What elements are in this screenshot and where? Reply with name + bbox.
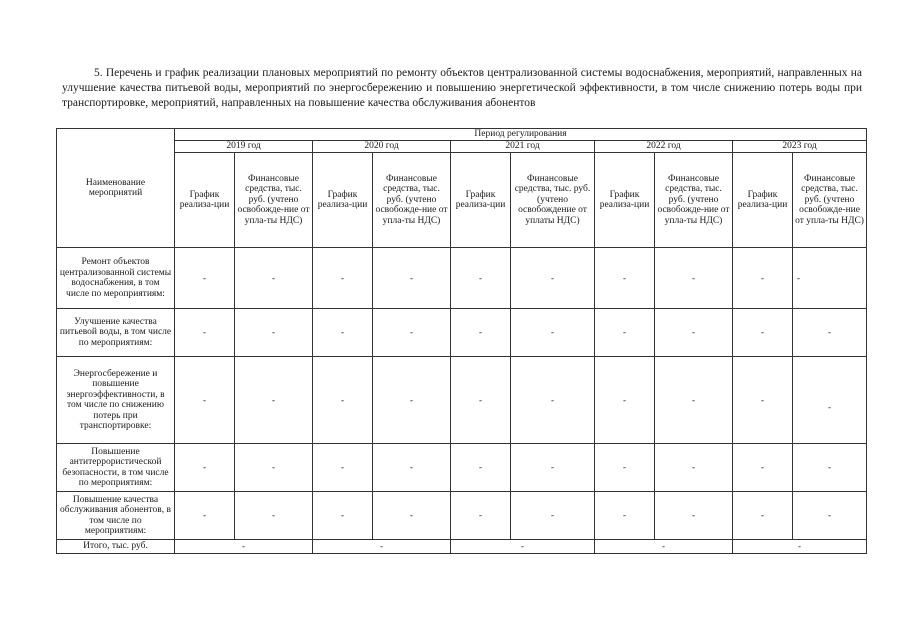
table-cell: - [595, 444, 655, 492]
table-cell: - [175, 357, 235, 444]
table-row [57, 492, 867, 540]
table-cell: - [313, 444, 373, 492]
year-header: 2020 год [313, 141, 451, 153]
year-header: 2021 год [451, 141, 595, 153]
measures-schedule-table [56, 128, 867, 554]
total-row [57, 540, 867, 554]
table-cell: - [733, 357, 793, 444]
measure-name: Повышение антитеррористической безопасности, в том числе по мероприятиям: [57, 444, 175, 492]
table-cell: - [733, 248, 793, 309]
table-cell: - [511, 309, 595, 357]
table-row [57, 248, 867, 309]
table-cell: - [595, 309, 655, 357]
finance-header: Финансовые средства, тыс. руб. (учтено освобожде-ние от упла-ты НДС) [235, 153, 313, 248]
measure-name: Улучшение качества питьевой воды, в том числе по мероприятиям: [57, 309, 175, 357]
section-heading: 5. Перечень и график реализации плановых мероприятий по ремонту объектов централизованной системы водоснабжения, мероприятий, направленных на улучшение качества питьевой воды, мероприятий по энергосбережению и повышению энергетической эффективности, в том числе снижению потерь воды при транспортировке, мероприятий, направленных на повышение качества обслуживания абонентов [62, 67, 862, 109]
table-cell: - [175, 492, 235, 540]
table-cell: - [793, 309, 867, 357]
period-header: Период регулирования [175, 129, 867, 141]
table-cell: - [313, 357, 373, 444]
table-cell: - [793, 248, 867, 309]
table-cell: - [793, 492, 867, 540]
table-cell: - [235, 492, 313, 540]
table-cell: - [655, 444, 733, 492]
table-row [57, 309, 867, 357]
table-cell: - [235, 309, 313, 357]
schedule-header: График реализа-ции [451, 153, 511, 248]
table-cell: - [733, 309, 793, 357]
table-cell: - [595, 357, 655, 444]
table-cell: - [451, 444, 511, 492]
year-header: 2022 год [595, 141, 733, 153]
measure-name: Энергосбережение и повышение энергоэффективности, в том числе по снижению потерь при транспортировке: [57, 357, 175, 444]
table-cell: - [373, 492, 451, 540]
table-cell: - [451, 309, 511, 357]
table-cell: - [451, 492, 511, 540]
table-cell: - [313, 492, 373, 540]
table-row [57, 444, 867, 492]
table-cell: - [655, 357, 733, 444]
finance-header: Финансовые средства, тыс. руб. (учтено освобожде-ние от упла-ты НДС) [793, 153, 867, 248]
table-cell: - [175, 309, 235, 357]
measure-name: Ремонт объектов централизованной системы водоснабжения, в том числе по мероприятиям: [57, 248, 175, 309]
table-cell: - [235, 248, 313, 309]
measure-name: Повышение качества обслуживания абонентов, в том числе по мероприятиям: [57, 492, 175, 540]
table-cell: - [373, 309, 451, 357]
total-cell: - [175, 540, 313, 554]
table-cell: - [733, 492, 793, 540]
schedule-header: График реализа-ции [175, 153, 235, 248]
table-cell: - [793, 357, 867, 444]
table-cell: - [511, 492, 595, 540]
table-cell: - [595, 248, 655, 309]
total-cell: - [733, 540, 867, 554]
schedule-header: График реализа-ции [733, 153, 793, 248]
table-cell: - [793, 444, 867, 492]
table-cell: - [655, 248, 733, 309]
table-cell: - [511, 248, 595, 309]
schedule-header: График реализа-ции [595, 153, 655, 248]
table-cell: - [313, 309, 373, 357]
total-cell: - [313, 540, 451, 554]
table-cell: - [655, 492, 733, 540]
table-row [57, 357, 867, 444]
year-header: 2023 год [733, 141, 867, 153]
table-cell: - [655, 309, 733, 357]
table-cell: - [451, 248, 511, 309]
table-cell: - [175, 248, 235, 309]
schedule-header: График реализа-ции [313, 153, 373, 248]
table-cell: - [595, 492, 655, 540]
year-header: 2019 год [175, 141, 313, 153]
total-cell: - [595, 540, 733, 554]
table-cell: - [733, 444, 793, 492]
finance-header: Финансовые средства, тыс. руб. (учтено освобожде-ние от упла-ты НДС) [655, 153, 733, 248]
table-cell: - [235, 444, 313, 492]
table-cell: - [511, 444, 595, 492]
table-cell: - [511, 357, 595, 444]
total-cell: - [451, 540, 595, 554]
table-cell: - [175, 444, 235, 492]
table-cell: - [235, 357, 313, 444]
finance-header: Финансовые средства, тыс. руб. (учтено освобождение от уплаты НДС) [511, 153, 595, 248]
table-cell: - [373, 444, 451, 492]
total-label: Итого, тыс. руб. [57, 540, 175, 554]
table-cell: - [373, 357, 451, 444]
name-column-header: Наименование мероприятий [57, 129, 175, 248]
finance-header: Финансовые средства, тыс. руб. (учтено освобожде-ние от упла-ты НДС) [373, 153, 451, 248]
table-cell: - [451, 357, 511, 444]
table-cell: - [313, 248, 373, 309]
table-cell: - [373, 248, 451, 309]
